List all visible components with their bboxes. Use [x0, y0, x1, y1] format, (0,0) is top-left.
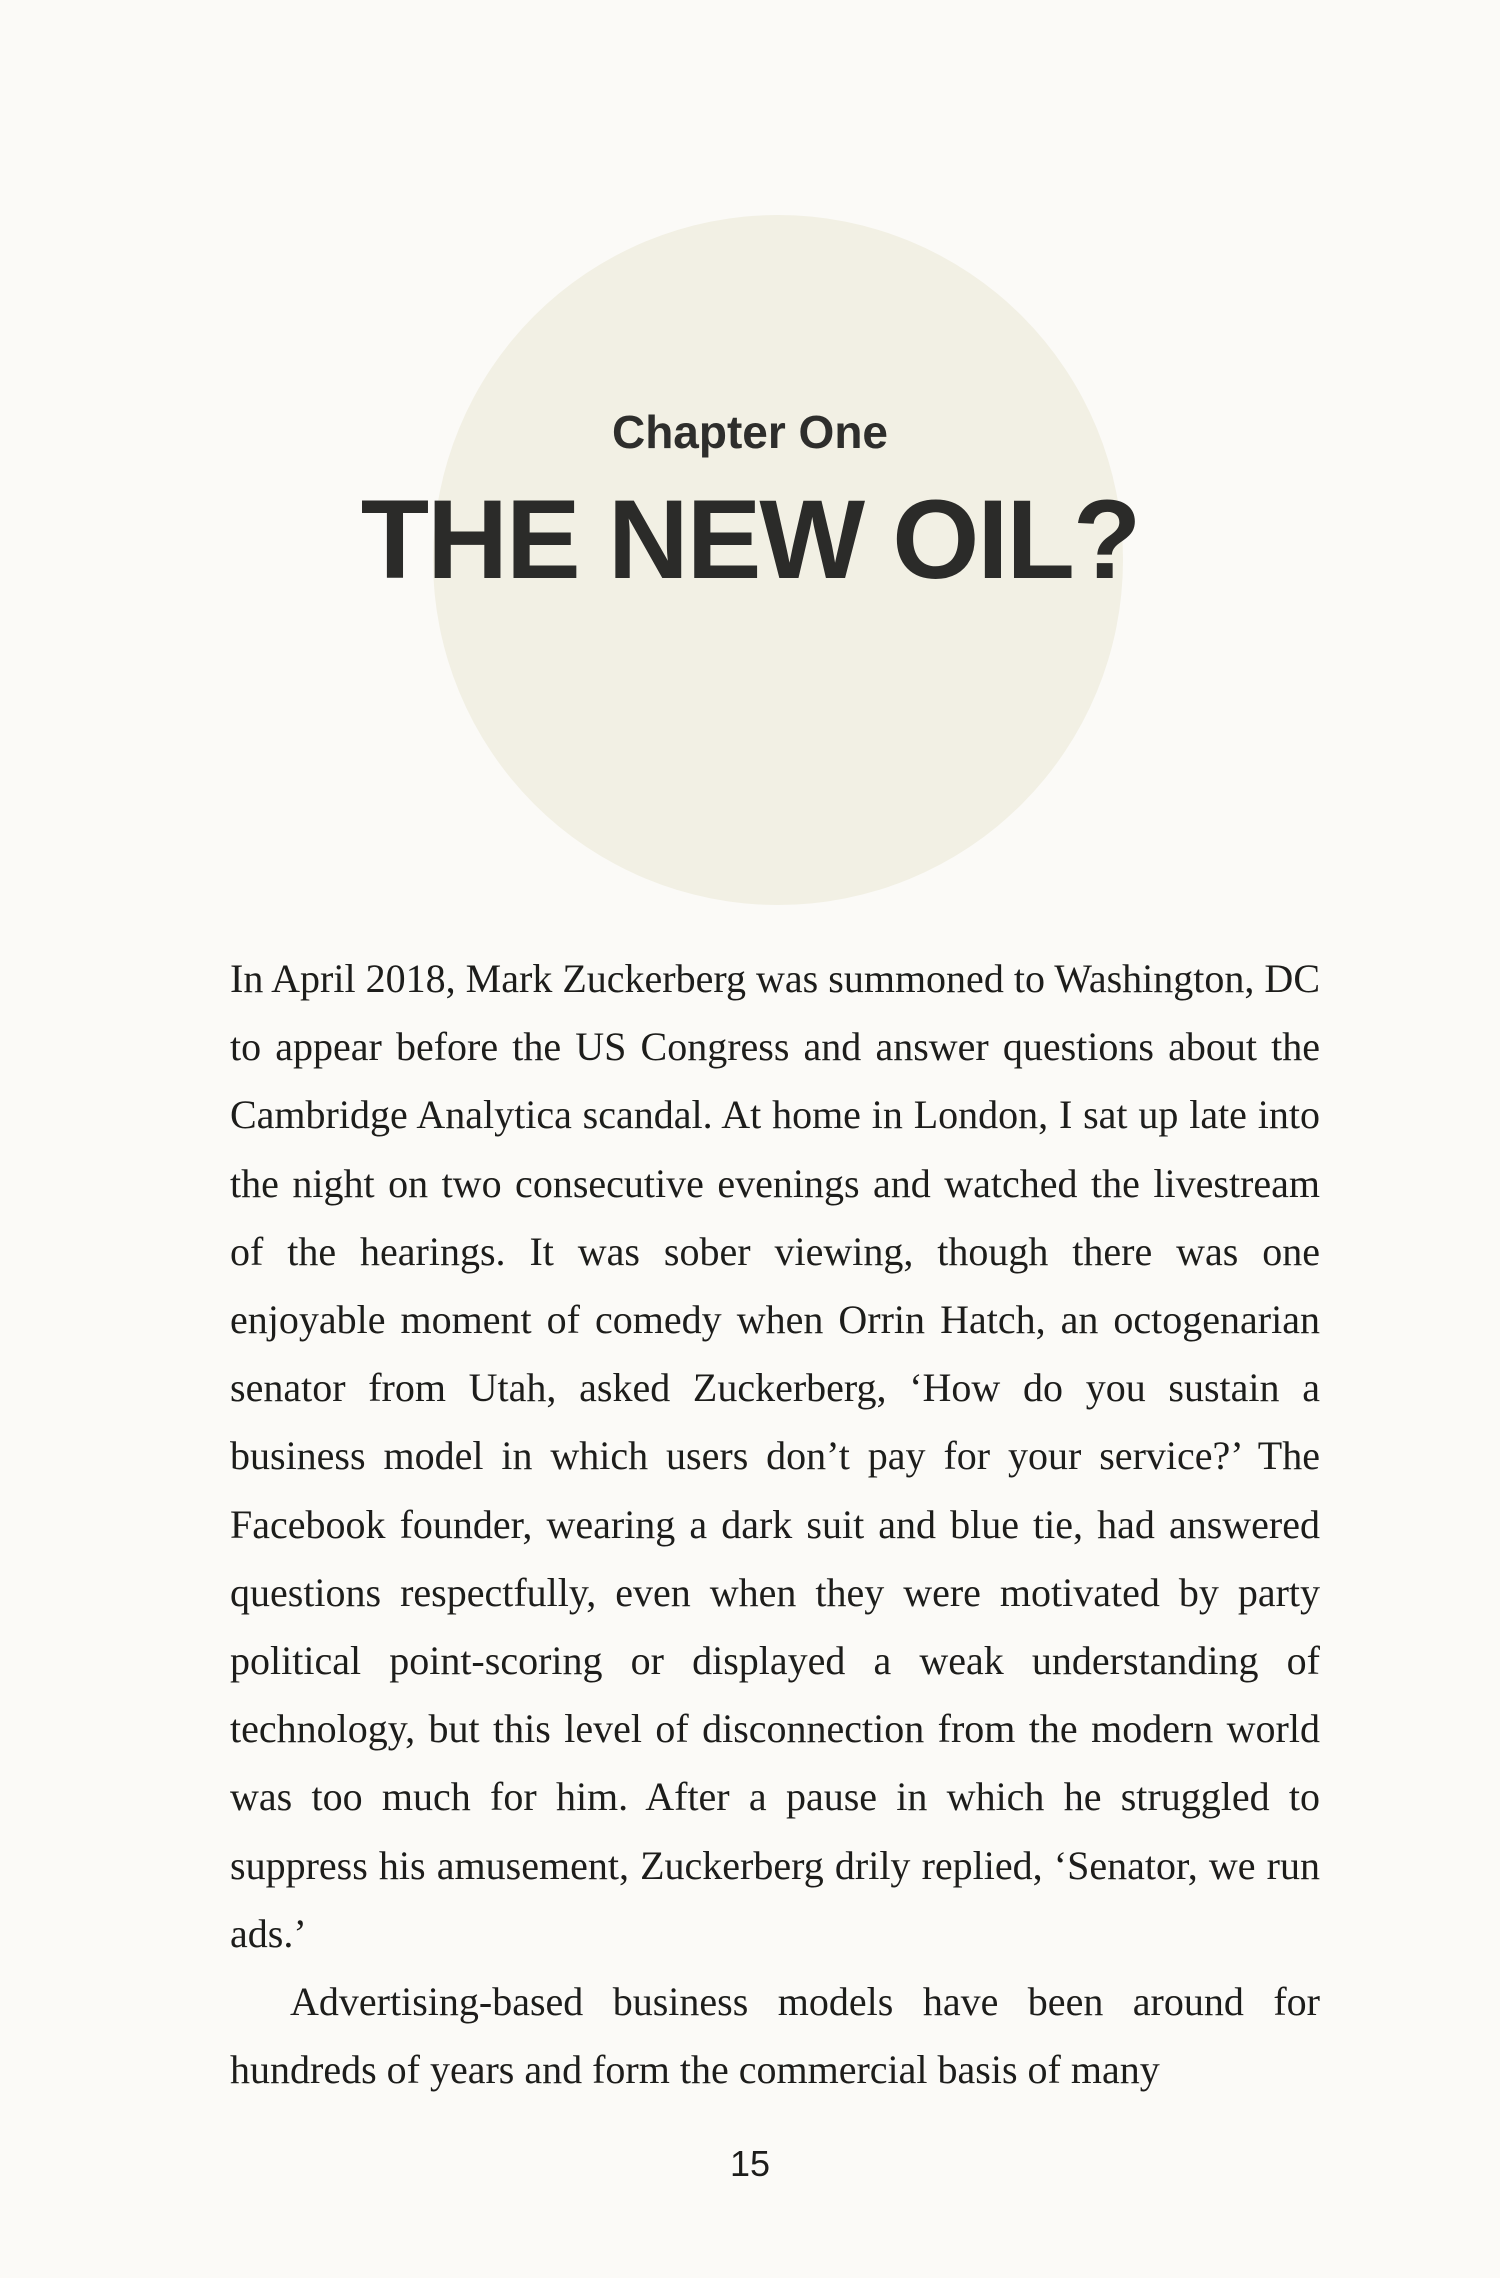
paragraph: Advertising-based business models have been around for hundreds of years and form the commercial basis of many	[230, 1979, 1320, 2093]
page-number: 15	[729, 2143, 771, 2184]
chapter-label: Chapter One	[611, 406, 889, 458]
paragraph: In April 2018, Mark Zuckerberg was summoned to Washington, DC to appear before the US Congress and answer questions about the Cambridge Analytica scandal. At home in London, I sat up late into the night on two consecutive evenings and watched the livestream of the hearings. It was sober viewing, though there was one enjoyable moment of comedy when Orrin Hatch, an octogenarian senator from Utah, asked Zuckerberg, ‘How do you sustain a business model in which users don’t pay for your service?’ The Facebook founder, wearing a dark suit and blue tie, had answered questions respectfully, even when they were motivated by party political point-scoring or displayed a weak understanding of technology, but this level of disconnection from the modern world was too much for him. After a pause in which he struggled to suppress his amusement, Zuckerberg drily replied, ‘Senator, we run ads.’	[230, 956, 1320, 1956]
chapter-title: THE NEW OIL?	[360, 477, 1140, 602]
body-text	[230, 945, 1320, 2104]
